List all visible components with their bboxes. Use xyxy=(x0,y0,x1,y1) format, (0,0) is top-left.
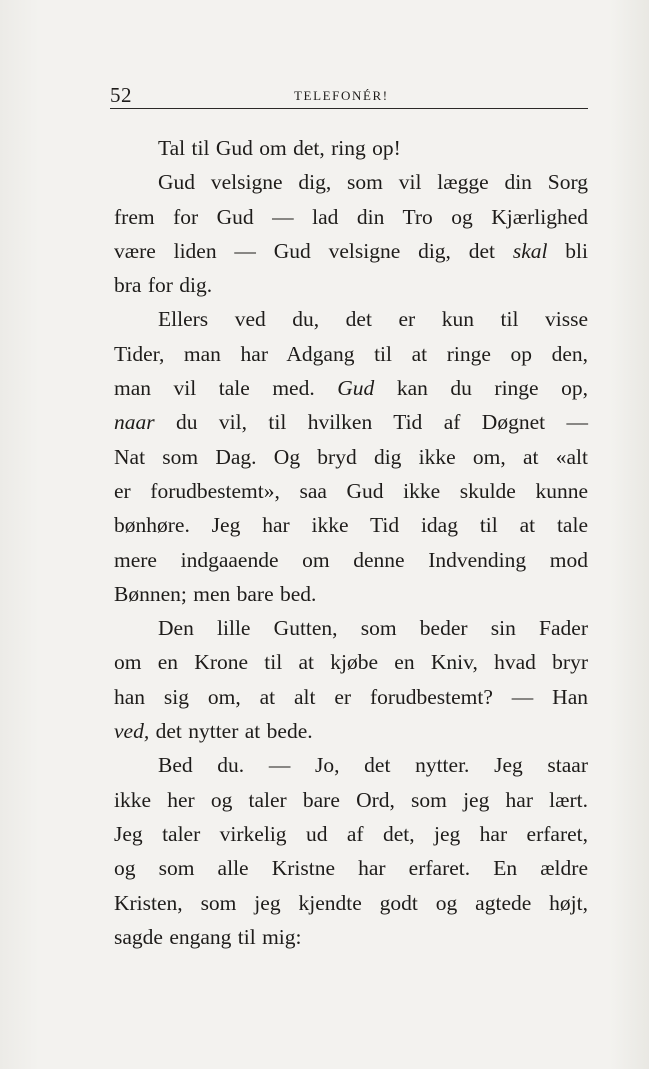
text-line: og som alle Kristne har erfaret. En ældre xyxy=(114,856,588,881)
text-span: man vil tale med. xyxy=(114,376,338,401)
italic-text: Gud xyxy=(337,376,375,401)
header-rule xyxy=(110,108,588,109)
italic-text: naar xyxy=(114,410,155,435)
text-line: bønhøre. Jeg har ikke Tid idag til at tale xyxy=(114,513,588,538)
text-span: det nytter at bede. xyxy=(149,719,313,744)
text-line: mere indgaaende om denne Indvending mod xyxy=(114,547,588,572)
text-line: Ellers ved du, det er kun til visse xyxy=(158,307,588,332)
italic-text: skal xyxy=(512,238,548,263)
text-line: bra for dig. xyxy=(114,273,213,298)
text-line: Den lille Gutten, som beder sin Fader xyxy=(158,616,588,641)
running-head: TELEFONÉR! xyxy=(294,88,389,103)
text-line: Bønnen; men bare bed. xyxy=(114,581,317,606)
text-span: kan du ringe op, xyxy=(374,376,589,401)
page-header xyxy=(110,82,588,108)
text-line: sagde engang til mig: xyxy=(114,924,302,949)
text-line: ikke her og taler bare Ord, som jeg har lært. xyxy=(114,787,588,812)
text-line: Bed du. — Jo, det nytter. Jeg staar xyxy=(158,753,588,778)
text-line xyxy=(114,405,588,439)
text-line: Nat som Dag. Og bryd dig ikke om, at «alt xyxy=(114,444,588,469)
text-line: frem for Gud — lad din Tro og Kjærlighed xyxy=(114,204,588,229)
body-text xyxy=(114,131,588,954)
text-line: Gud velsigne dig, som vil lægge din Sorg xyxy=(158,170,588,195)
text-line: Tider, man har Adgang til at ringe op den, xyxy=(114,341,588,366)
text-line xyxy=(114,714,588,748)
text-span: være liden — Gud velsigne dig, det xyxy=(114,238,513,263)
page-number: 52 xyxy=(110,83,132,107)
text-line xyxy=(114,371,588,405)
text-line: Tal til Gud om det, ring op! xyxy=(158,136,401,160)
text-line: Kristen, som jeg kjendte godt og agtede højt, xyxy=(114,890,588,915)
text-line: han sig om, at alt er forudbestemt? — Han xyxy=(114,684,588,709)
text-span: du vil, til hvilken Tid af Døgnet — xyxy=(154,410,588,435)
text-span: bli xyxy=(547,238,589,263)
text-line xyxy=(114,234,588,268)
italic-text: ved, xyxy=(114,719,150,744)
text-line: Jeg taler virkelig ud af det, jeg har erfaret, xyxy=(114,821,588,846)
text-line: om en Krone til at kjøbe en Kniv, hvad bryr xyxy=(114,650,588,675)
text-line: er forudbestemt», saa Gud ikke skulde kunne xyxy=(114,478,588,503)
